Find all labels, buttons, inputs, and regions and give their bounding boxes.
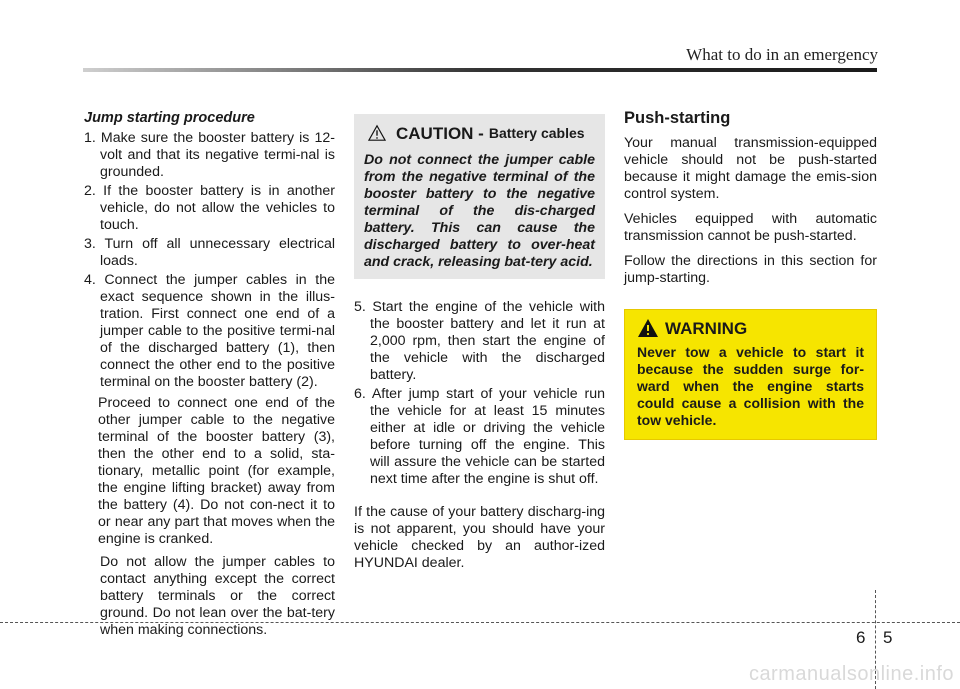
caution-box — [354, 114, 605, 279]
warning-label: WARNING — [665, 318, 748, 338]
warning-box — [624, 309, 877, 440]
paragraph-automatic-transmission: Vehicles equipped with automatic transmission cannot be push-started. — [624, 211, 877, 244]
section-number: 6 — [856, 628, 866, 647]
section-title-push-starting: Push-starting — [624, 109, 731, 127]
steps-list-2 — [354, 299, 605, 488]
caution-title — [368, 122, 595, 144]
paragraph-proceed: Proceed to connect one end of the other jumper cable to the negative terminal of the booster battery (3), then the other end to a solid, sta-tionary, metallic point (for example, the engine lifting bracket) away from the battery (4). Do not con-nect it to or near any part that moves when the engine is cranked. — [98, 395, 335, 547]
paragraph-battery-cause: If the cause of your battery discharg-ing is not apparent, you should have your vehicle checked by an author-ized HYUNDAI dealer. — [354, 504, 605, 571]
warning-body: Never tow a vehicle to start it because the sudden surge for-ward when the engine starts could cause a collision with the tow vehicle. — [637, 344, 864, 428]
paragraph-follow-directions: Follow the directions in this section for jump-starting. — [624, 253, 877, 286]
column-left — [84, 110, 335, 639]
warning-title — [637, 318, 864, 338]
step-6: 6. After jump start of your vehicle run the vehicle for at least 15 minutes either at idle or driving the vehicle before turning off the engine. This will assure the vehicle can be started next time after the engine is shut off. — [354, 386, 605, 487]
subhead-jump-starting: Jump starting procedure — [84, 110, 255, 126]
paragraph-manual-transmission: Your manual transmission-equipped vehicle should not be push-started because it might damage the emis-sion control system. — [624, 135, 877, 202]
page-number: 5 — [883, 628, 893, 647]
paragraph-do-not-allow: Do not allow the jumper cables to contact anything except the correct battery terminals or the correct ground. Do not lean over the bat-tery when making connections. — [100, 554, 335, 638]
step-1: 1. Make sure the booster battery is 12-volt and that its negative termi-nal is grounded. — [84, 130, 335, 180]
footer-rule — [0, 622, 960, 623]
caution-topic: Battery cables — [488, 124, 585, 141]
caution-body: Do not connect the jumper cable from the negative terminal of the booster battery to the negative terminal of the dis-charged battery. This can cause the discharged battery to over-heat and crack, releasing bat-tery acid. — [364, 152, 595, 270]
step-3: 3. Turn off all unnecessary electrical loads. — [84, 236, 335, 269]
caution-triangle-icon — [368, 124, 386, 142]
warning-triangle-icon — [637, 318, 659, 338]
step-4: 4. Connect the jumper cables in the exact sequence shown in the illus-tration. First connect one end of a jumper cable to the positive termi-nal of the discharged battery (1), then connect the other end to the positive terminal on the booster battery (2). — [84, 272, 335, 390]
caution-label: CAUTION - — [396, 123, 484, 143]
step-5: 5. Start the engine of the vehicle with the booster battery and let it run at 2,000 rpm, then start the engine of the vehicle with the discharged battery. — [354, 299, 605, 383]
steps-list-1 — [84, 130, 335, 391]
column-middle — [354, 114, 605, 572]
step-2: 2. If the booster battery is in another vehicle, do not allow the vehicles to touch. — [84, 183, 335, 233]
watermark: carmanualsonline.info — [748, 663, 954, 685]
header-rule — [83, 68, 877, 72]
column-right — [624, 110, 877, 440]
header-title: What to do in an emergency — [686, 45, 878, 64]
